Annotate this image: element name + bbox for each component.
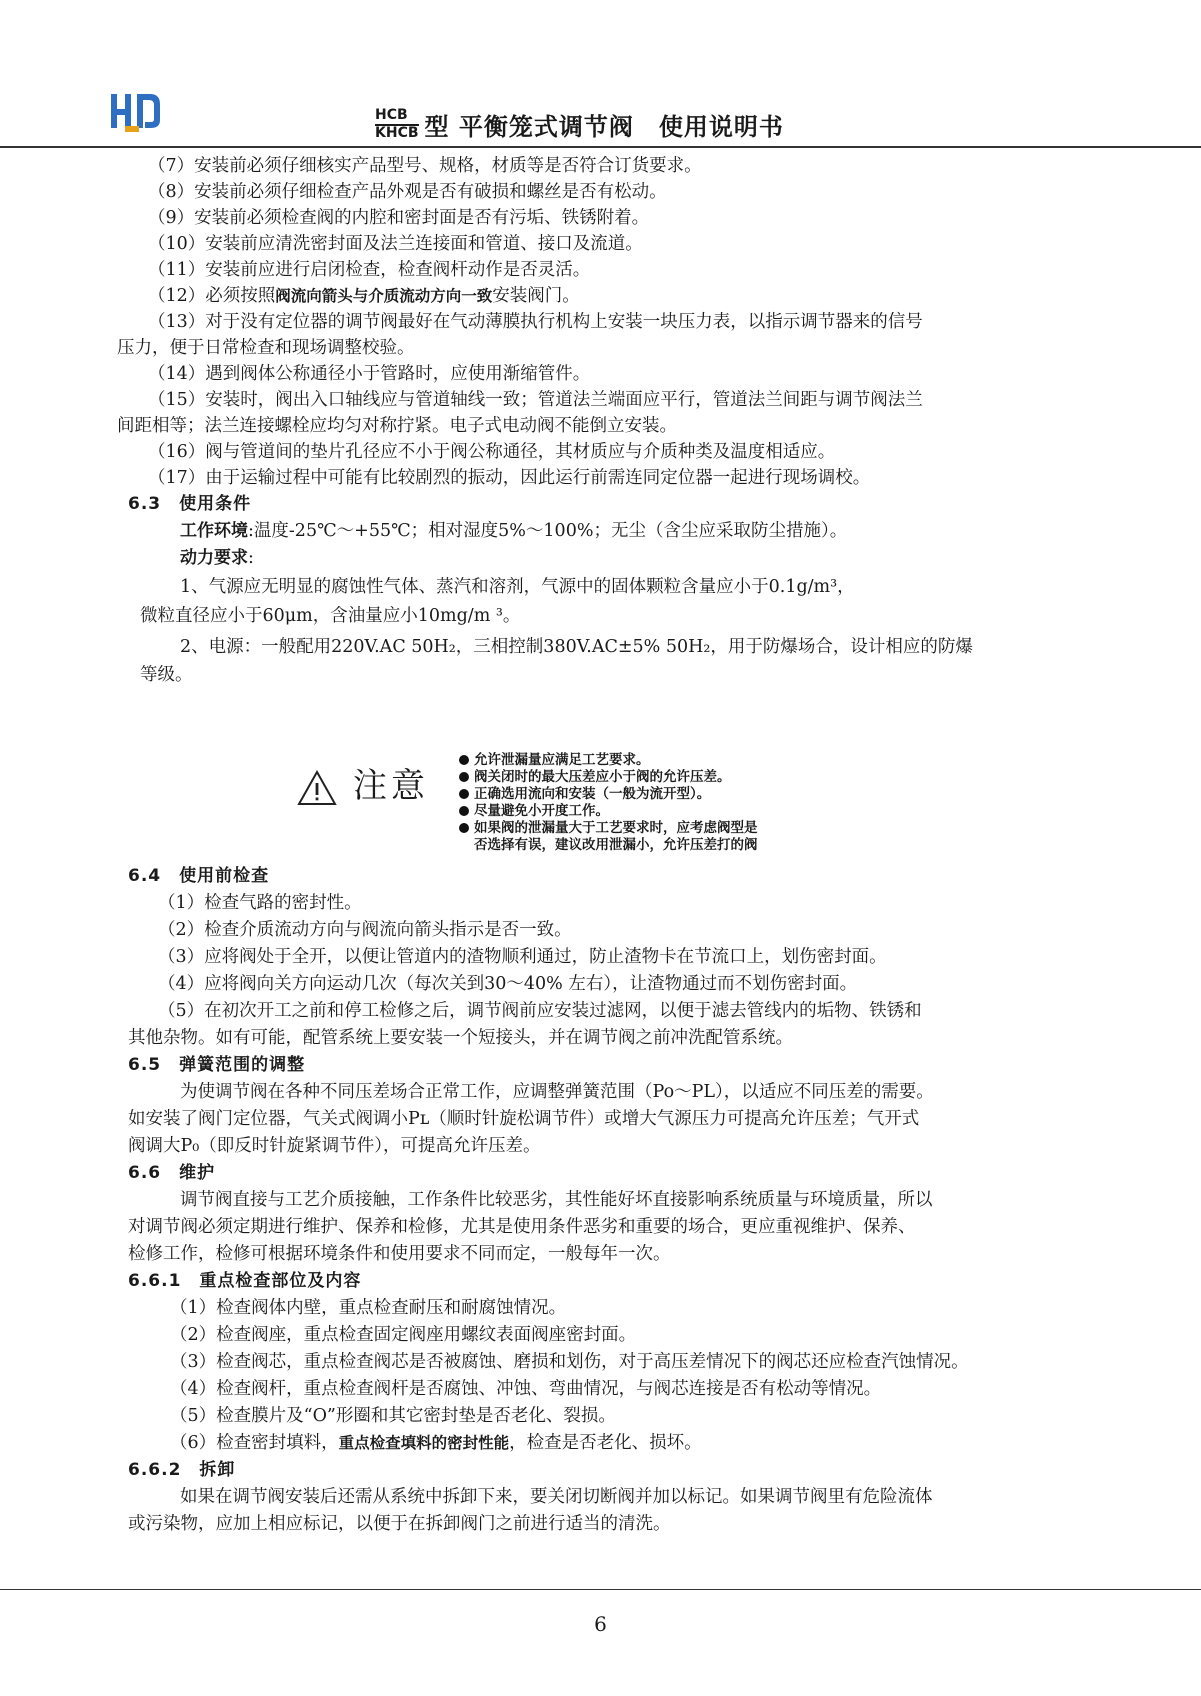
- notice-item: 正确选用流向和安装（一般为流开型）。: [459, 786, 758, 803]
- item12-bold: 阀流向箭头与介质流动方向一致: [275, 287, 493, 305]
- model-code-bottom: KHCB: [375, 124, 419, 141]
- bullet-icon: [459, 755, 469, 765]
- section-6-5-heading: 6.5 弹簧范围的调整: [128, 1055, 306, 1075]
- inspection-item-6: （6）检查密封填料，重点检查填料的密封性能，检查是否老化、损坏。: [170, 1433, 702, 1453]
- notice-title: 注意: [353, 766, 429, 806]
- precheck-item-3: （3）应将阀处于全开，以便让管道内的渣物顺利通过，防止渣物卡在节流口上，划伤密封面。: [158, 947, 887, 967]
- notice-item: 如果阀的泄漏量大于工艺要求时，应考虑阀型是: [459, 820, 758, 837]
- install-item-11: （11）安装前应进行启闭检查，检查阀杆动作是否灵活。: [148, 260, 591, 280]
- inspection-item-2: （2）检查阀座，重点检查固定阀座用螺纹表面阀座密封面。: [170, 1325, 637, 1345]
- title-text: 型 平衡笼式调节阀 使用说明书: [424, 111, 784, 141]
- page-number: 6: [594, 1612, 607, 1636]
- section-6-6-1-heading: 6.6.1 重点检查部位及内容: [128, 1271, 362, 1291]
- page-header: [0, 0, 1201, 150]
- maintenance-line2: 对调节阀必须定期进行维护、保养和检修，尤其是使用条件恶劣和重要的场合，更应重视维护、保养、: [128, 1217, 916, 1237]
- precheck-item-5-line1: （5）在初次开工之前和停工检修之后，调节阀前应安装过滤网，以便于滤去管线内的垢物、铁锈和: [158, 1001, 922, 1021]
- spring-range-line3: 阀调大P₀（即反时针旋紧调节件），可提高允许压差。: [128, 1136, 541, 1156]
- precheck-item-1: （1）检查气路的密封性。: [158, 893, 362, 913]
- power-label: 动力要求: [180, 548, 248, 568]
- install-item-15-line2: 间距相等；法兰连接螺栓应均匀对称拧紧。电子式电动阀不能倒立安装。: [117, 416, 677, 436]
- precheck-item-5-line2: 其他杂物。如有可能，配管系统上要安装一个短接头，并在调节阀之前冲洗配管系统。: [128, 1028, 793, 1048]
- notice-item: 尽量避免小开度工作。: [459, 803, 758, 820]
- disassembly-line2: 或污染物，应加上相应标记，以便于在拆卸阀门之前进行适当的清洗。: [128, 1514, 671, 1534]
- footer-rule: [0, 1589, 1201, 1590]
- header-rule: [0, 146, 1201, 148]
- bullet-icon: [459, 806, 469, 816]
- inspection-item-5: （5）检查膜片及“O”形圈和其它密封垫是否老化、裂损。: [170, 1406, 616, 1426]
- company-logo: [110, 92, 162, 136]
- power-supply-line2: 等级。: [140, 665, 193, 685]
- inspection-item-3: （3）检查阀芯，重点检查阀芯是否被腐蚀、磨损和划伤，对于高压差情况下的阀芯还应检查汽蚀情况。: [170, 1352, 969, 1372]
- bullet-icon: [459, 772, 469, 782]
- notice-list: [459, 752, 758, 854]
- disassembly-line1: 如果在调节阀安装后还需从系统中拆卸下来，要关闭切断阀并加以标记。如果调节阀里有危险流体: [180, 1487, 933, 1507]
- power-colon: :: [248, 548, 254, 568]
- warning-triangle-icon: [297, 770, 337, 806]
- section-6-3-heading: 6.3 使用条件: [128, 494, 252, 514]
- document-title: [375, 104, 784, 144]
- notice-item-continuation: 否选择有误，建议改用泄漏小，允许压差打的阀: [474, 837, 758, 853]
- item12-post: 安装阀门。: [492, 286, 580, 306]
- air-source-line1: 1、气源应无明显的腐蚀性气体、蒸汽和溶剂，气源中的固体颗粒含量应小于0.1g/m³，: [180, 577, 855, 597]
- inspection-item-1: （1）检查阀体内壁，重点检查耐压和耐腐蚀情况。: [170, 1298, 567, 1318]
- section-6-6-2-heading: 6.6.2 拆卸: [128, 1460, 236, 1480]
- working-environment: [180, 518, 847, 544]
- notice-item: 允许泄漏量应满足工艺要求。: [459, 752, 758, 769]
- env-text: :温度-25℃～+55℃；相对湿度5%～100%；无尘（含尘应采取防尘措施）。: [248, 521, 848, 541]
- item12-pre: （12）必须按照: [148, 286, 276, 306]
- model-code: [375, 108, 419, 141]
- install-item-9: （9）安装前必须检查阀的内腔和密封面是否有污垢、铁锈附着。: [148, 208, 650, 228]
- bullet-icon: [459, 789, 469, 799]
- install-item-13-line1: （13）对于没有定位器的调节阀最好在气动薄膜执行机构上安装一块压力表，以指示调节器来的信号: [148, 312, 923, 332]
- section-6-6-heading: 6.6 维护: [128, 1163, 216, 1183]
- air-source-line2: 微粒直径应小于60μm，含油量应小10mg/m ³。: [140, 606, 521, 626]
- inspection-item-4: （4）检查阀杆，重点检查阀杆是否腐蚀、冲蚀、弯曲情况，与阀芯连接是否有松动等情况。: [170, 1379, 882, 1399]
- maintenance-line3: 检修工作，检修可根据环境条件和使用要求不同而定，一般每年一次。: [128, 1244, 671, 1264]
- install-item-17: （17）由于运输过程中可能有比较剧烈的振动，因此运行前需连同定位器一起进行现场调校。: [148, 468, 871, 488]
- model-code-top: HCB: [375, 108, 419, 126]
- install-item-13-line2: 压力，便于日常检查和现场调整校验。: [117, 338, 415, 358]
- install-item-15-line1: （15）安装时，阀出入口轴线应与管道轴线一致；管道法兰端面应平行，管道法兰间距与调节阀法兰: [148, 390, 923, 410]
- spring-range-line2: 如安装了阀门定位器，气关式阀调小Pʟ（顺时针旋松调节件）或增大气源压力可提高允许压差；气开式: [128, 1109, 920, 1129]
- install-item-12: [148, 283, 580, 309]
- precheck-item-2: （2）检查介质流动方向与阀流向箭头指示是否一致。: [158, 920, 572, 940]
- power-supply-line1: 2、电源：一般配用220V.AC 50H₂，三相控制380V.AC±5% 50H₂，用于防爆场合，设计相应的防爆: [180, 637, 973, 657]
- bullet-icon: [459, 823, 469, 833]
- install-item-16: （16）阀与管道间的垫片孔径应不小于阀公称通径，其材质应与介质种类及温度相适应。: [148, 442, 836, 462]
- precheck-item-4: （4）应将阀向关方向运动几次（每次关到30～40% 左右），让渣物通过而不划伤密封面。: [158, 974, 858, 994]
- install-item-14: （14）遇到阀体公称通径小于管路时，应使用渐缩管件。: [148, 364, 591, 384]
- install-item-7: （7）安装前必须仔细核实产品型号、规格，材质等是否符合订货要求。: [148, 156, 702, 176]
- env-label: 工作环境: [180, 521, 248, 541]
- install-item-10: （10）安装前应清洗密封面及法兰连接面和管道、接口及流道。: [148, 234, 643, 254]
- install-item-8: （8）安装前必须仔细检查产品外观是否有破损和螺丝是否有松动。: [148, 182, 667, 202]
- spring-range-line1: 为使调节阀在各种不同压差场合正常工作，应调整弹簧范围（Po～PL），以适应不同压差的需要。: [180, 1082, 934, 1102]
- caution-notice: [297, 752, 857, 862]
- power-requirements: [180, 545, 254, 571]
- section-6-4-heading: 6.4 使用前检查: [128, 866, 270, 886]
- maintenance-line1: 调节阀直接与工艺介质接触，工作条件比较恶劣，其性能好坏直接影响系统质量与环境质量，所以: [180, 1190, 933, 1210]
- notice-item: 阀关闭时的最大压差应小于阀的允许压差。: [459, 769, 758, 786]
- item6-bold: 重点检查填料的密封性能: [338, 1434, 510, 1452]
